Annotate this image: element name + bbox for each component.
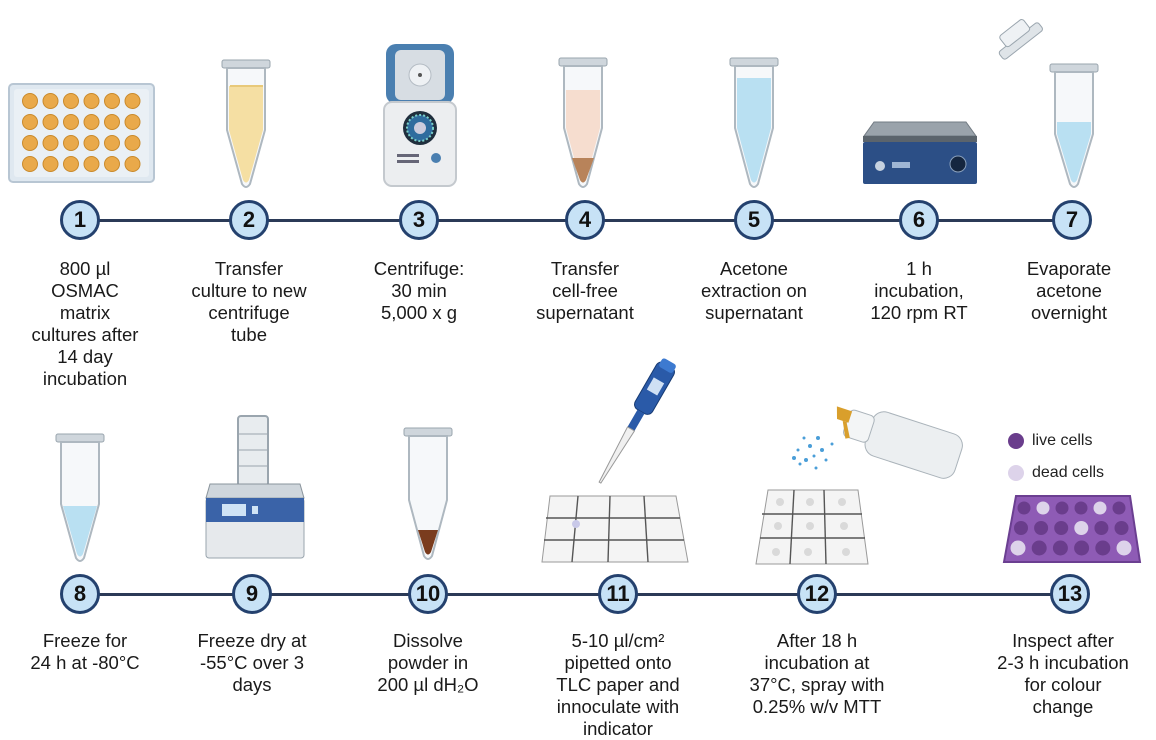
step-9-marker: 9 bbox=[232, 574, 272, 614]
well-plate-icon bbox=[8, 82, 156, 184]
step-8-marker: 8 bbox=[60, 574, 100, 614]
timeline-row-2 bbox=[80, 593, 1072, 596]
step-8-label: Freeze for 24 h at -80°C bbox=[30, 630, 140, 673]
step-5-marker: 5 bbox=[734, 200, 774, 240]
tube-open-icon bbox=[1000, 18, 1100, 190]
legend-dead bbox=[1008, 464, 1104, 482]
tube-yellow-icon bbox=[218, 58, 274, 190]
tube-pellet-icon bbox=[555, 56, 611, 190]
step-2-label: Transfer culture to new centrifuge tube bbox=[191, 258, 307, 345]
step-11-marker: 11 bbox=[598, 574, 638, 614]
step-1-marker: 1 bbox=[60, 200, 100, 240]
step-3-label: Centrifuge: 30 min 5,000 x g bbox=[373, 258, 465, 323]
dead-cells-swatch bbox=[1008, 465, 1024, 481]
legend-live-label: live cells bbox=[1032, 432, 1093, 449]
step-6-marker: 6 bbox=[899, 200, 939, 240]
step-13-marker: 13 bbox=[1050, 574, 1090, 614]
step-3-marker: 3 bbox=[399, 200, 439, 240]
freeze-dryer-icon bbox=[204, 414, 306, 560]
step-7-marker: 7 bbox=[1052, 200, 1092, 240]
centrifuge-icon bbox=[383, 42, 457, 188]
live-cells-swatch bbox=[1008, 433, 1024, 449]
tube-blue-icon bbox=[726, 56, 782, 190]
step-4-label: Transfer cell-free supernatant bbox=[536, 258, 634, 323]
step-4-marker: 4 bbox=[565, 200, 605, 240]
step-10-marker: 10 bbox=[408, 574, 448, 614]
pipette-icon bbox=[540, 356, 690, 566]
tube-brown-icon bbox=[400, 426, 456, 562]
step-10-label: Dissolve powder in 200 µl dH₂O bbox=[377, 630, 479, 695]
step-1-label: 800 µl OSMAC matrix cultures after 14 day incubation bbox=[31, 258, 139, 389]
step-13-label: Inspect after 2-3 h incubation for colour change bbox=[997, 630, 1129, 717]
step-6-label: 1 h incubation, 120 rpm RT bbox=[870, 258, 968, 323]
step-2-marker: 2 bbox=[229, 200, 269, 240]
step-12-label: After 18 h incubation at 37°C, spray with 0.25% w/v MTT bbox=[749, 630, 885, 717]
step-12-marker: 12 bbox=[797, 574, 837, 614]
step-11-label: 5-10 µl/cm² pipetted onto TLC paper and innoculate with indicator bbox=[556, 630, 680, 739]
shaker-icon bbox=[862, 120, 978, 186]
legend-dead-label: dead cells bbox=[1032, 464, 1105, 481]
tube-blue-icon bbox=[52, 432, 108, 564]
purple-plate-icon bbox=[1002, 494, 1142, 564]
step-5-label: Acetone extraction on supernatant bbox=[701, 258, 807, 323]
step-7-label: Evaporate acetone overnight bbox=[1026, 258, 1112, 323]
step-9-label: Freeze dry at -55°C over 3 days bbox=[197, 630, 307, 695]
spray-bottle-icon bbox=[748, 380, 968, 568]
legend-live bbox=[1008, 432, 1092, 450]
